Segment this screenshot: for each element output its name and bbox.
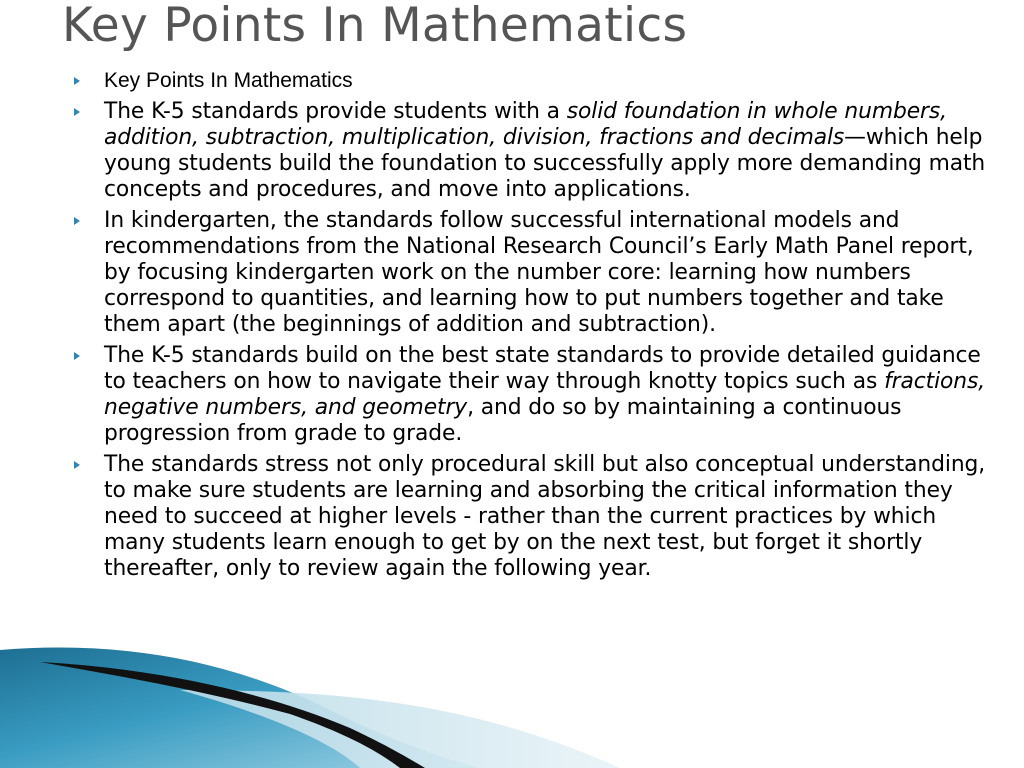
bullet-list	[0, 68, 1000, 587]
bullet-text-plain: The K-5 standards build on the best state standards to provide detailed guidance to teachers on how to navigate their way through knotty topics such as	[104, 343, 981, 394]
bullet-text-emphasis: fractions, negative numbers, and geometry	[104, 369, 986, 420]
bullet-item	[0, 99, 1000, 203]
bullet-text-plain: The K-5 standards provide students with a	[104, 99, 567, 124]
bullet-item	[0, 208, 1000, 338]
bullet-item	[0, 343, 1000, 447]
bullet-item	[0, 68, 1000, 94]
bullet-text	[104, 99, 1000, 203]
bullet-text-plain: In kindergarten, the standards follow successful international models and recommendations from the National Research Council’s Early Math Panel report, by focusing kindergarten work on the number core: learning how numbers correspond to quantities, and learning how to put numbers together and take them apart (the beginnings of addition and subtraction).	[104, 208, 974, 337]
triangle-bullet-icon	[74, 77, 80, 85]
bullet-text-emphasis: solid foundation in whole numbers, addition, subtraction, multiplication, division, fractions and decimals	[104, 99, 947, 150]
triangle-bullet-icon	[74, 217, 80, 225]
bullet-text	[104, 343, 1000, 447]
bullet-text-plain: Key Points In Mathematics	[104, 69, 353, 92]
bullet-text-plain: —which help young students build the foundation to successfully apply more demanding math concepts and procedures, and move into applications.	[104, 125, 986, 202]
triangle-bullet-icon	[74, 461, 80, 469]
bullet-text-plain: , and do so by maintaining a continuous progression from grade to grade.	[104, 395, 902, 446]
bullet-text	[104, 208, 1000, 338]
slide-title: Key Points In Mathematics	[62, 0, 688, 53]
triangle-bullet-icon	[74, 108, 80, 116]
bullet-item	[0, 452, 1000, 582]
bullet-text-plain: The standards stress not only procedural skill but also conceptual understanding, to make sure students are learning and absorbing the critical information they need to succeed at higher levels - rather than the current practices by which many students learn enough to get by on the next test, but forget it shortly thereafter, only to review again the following year.	[104, 452, 986, 581]
bullet-text	[104, 452, 1000, 582]
triangle-bullet-icon	[74, 352, 80, 360]
bullet-text	[104, 68, 1000, 94]
